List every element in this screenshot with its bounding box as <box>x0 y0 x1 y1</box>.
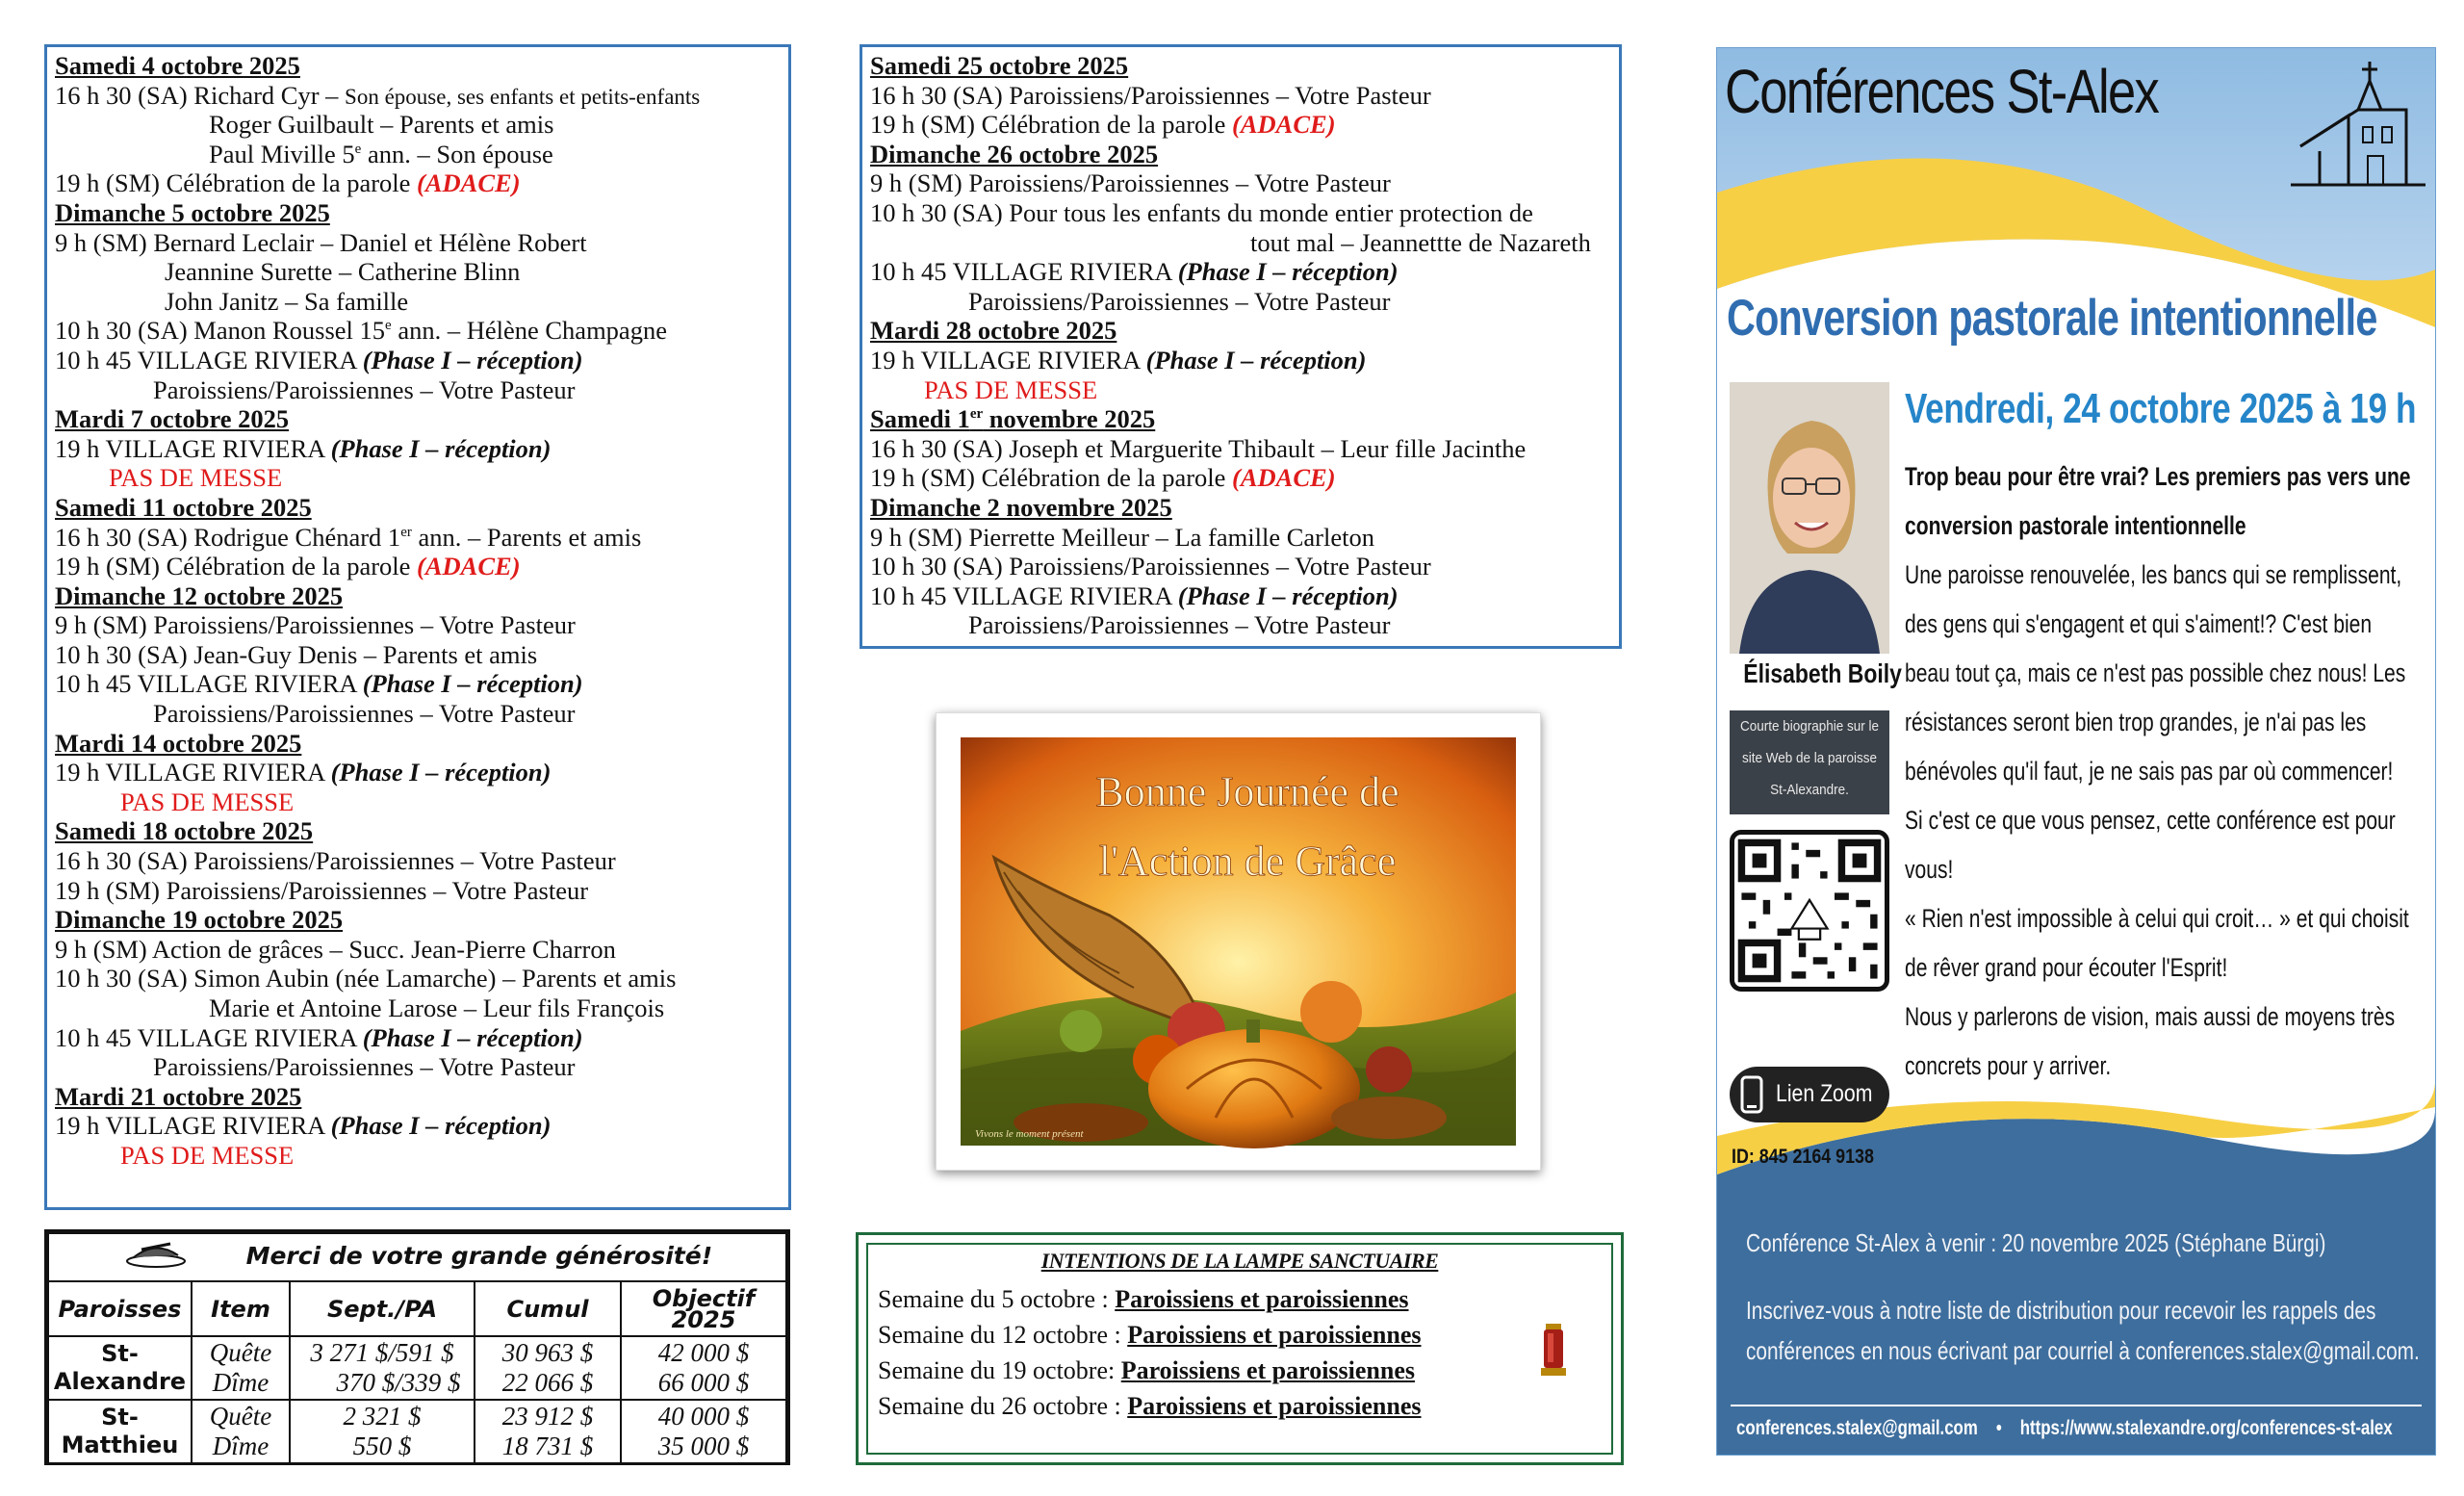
schedule-entry <box>55 758 788 787</box>
schedule-text: Paroissiens/Paroissiennes – Votre Pasteur <box>153 699 576 729</box>
footer-links <box>1736 1417 2393 1440</box>
schedule-entry <box>55 316 788 346</box>
schedule-text: (Phase I – réception) <box>1177 257 1399 287</box>
schedule-text: Dimanche 26 octobre 2025 <box>870 139 1159 168</box>
adace-tag: (ADACE) <box>1232 110 1336 140</box>
schedule-entry <box>55 935 788 965</box>
schedule-date-heading <box>55 1082 788 1112</box>
description-line: des gens qui s'engagent et qui s'aiment!? C'est bien <box>1905 609 2373 638</box>
schedule-date-heading <box>55 816 788 846</box>
schedule-left <box>44 44 791 1210</box>
lamp-title: INTENTIONS DE LA LAMPE SANCTUAIRE <box>1040 1249 1439 1273</box>
lamp-intention: Paroissiens et paroissiennes <box>1115 1285 1409 1313</box>
schedule-text: Dimanche 5 octobre 2025 <box>55 197 330 227</box>
sanctuary-lamp-box <box>856 1232 1624 1465</box>
schedule-entry <box>55 1141 788 1171</box>
schedule-entry <box>55 110 788 140</box>
schedule-entry <box>870 168 1619 198</box>
schedule-date-heading <box>870 316 1619 346</box>
schedule-entry <box>55 375 788 405</box>
schedule-entry <box>55 1023 788 1053</box>
description-line: « Rien n'est impossible à celui qui croit… » et qui choisit <box>1905 904 2409 933</box>
schedule-text: Mardi 7 octobre 2025 <box>55 404 290 434</box>
schedule-entry <box>55 699 788 729</box>
schedule-text: 10 h 45 VILLAGE RIVIERA <box>870 257 1178 287</box>
schedule-text: 19 h (SM) Célébration de la parole <box>870 463 1233 493</box>
description-line: vous! <box>1905 855 1954 884</box>
schedule-text: 9 h (SM) Paroissiens/Paroissiennes – Votre Pasteur <box>55 610 576 640</box>
schedule-entry <box>55 993 788 1023</box>
schedule-text: 19 h VILLAGE RIVIERA <box>55 758 331 787</box>
schedule-entry <box>870 434 1619 464</box>
amount: 550 $ <box>352 1432 412 1460</box>
schedule-entry <box>55 523 788 553</box>
schedule-text: 19 h (SM) Célébration de la parole <box>55 168 418 198</box>
schedule-text: er <box>969 406 984 423</box>
no-mass-notice: PAS DE MESSE <box>109 463 283 493</box>
conference-headline: Conversion pastorale intentionnelle <box>1727 290 2377 347</box>
lamp-week: Semaine du 19 octobre: <box>878 1356 1121 1384</box>
schedule-entry <box>870 375 1619 405</box>
schedule-text: Paroissiens/Paroissiennes – Votre Pasteur <box>968 286 1391 316</box>
schedule-text: 19 h VILLAGE RIVIERA <box>55 433 331 463</box>
schedule-text: Mardi 21 octobre 2025 <box>55 1081 302 1111</box>
schedule-text: 10 h 30 (SA) Manon Roussel 15 <box>55 316 386 346</box>
amount: 35 000 $ <box>657 1432 750 1460</box>
lamp-row <box>878 1317 1602 1353</box>
schedule-text: John Janitz – Sa famille <box>165 286 409 316</box>
schedule-text: 16 h 30 (SA) Paroissiens/Paroissiennes – Votre Pasteur <box>55 846 616 876</box>
sanctuary-lamp-icon <box>1536 1322 1571 1384</box>
schedule-date-heading <box>55 493 788 523</box>
schedule-entry <box>55 228 788 258</box>
description-line: beau tout ça, mais ce n'est pas possible chez nous! Les <box>1905 658 2406 687</box>
description-line: Si c'est ce que vous pensez, cette conférence est pour <box>1905 806 2396 835</box>
bio-note-line: Courte biographie sur le <box>1739 718 1880 735</box>
amount: 30 963 $ <box>501 1338 594 1367</box>
qr-code[interactable] <box>1730 830 1889 992</box>
no-mass-notice: PAS DE MESSE <box>120 1140 295 1170</box>
schedule-entry <box>55 787 788 817</box>
lamp-row <box>878 1388 1602 1424</box>
schedule-entry <box>55 846 788 876</box>
amount: 23 912 $ <box>501 1402 594 1431</box>
schedule-entry <box>870 581 1619 611</box>
invite-line: Inscrivez-vous à notre liste de distribution pour recevoir les rappels des <box>1746 1296 2376 1325</box>
schedule-text: Paroissiens/Paroissiennes – Votre Pasteur <box>968 610 1391 640</box>
schedule-text: (Phase I – réception) <box>330 433 552 463</box>
description-line: de rêver grand pour écouter l'Esprit! <box>1905 953 2228 982</box>
schedule-text: Samedi 18 octobre 2025 <box>55 816 314 846</box>
schedule-text: 16 h 30 (SA) Joseph et Marguerite Thibault – Leur fille Jacinthe <box>870 433 1527 463</box>
phone-icon <box>1739 1075 1764 1119</box>
lamp-week: Semaine du 12 octobre : <box>878 1321 1128 1349</box>
schedule-date-heading <box>870 140 1619 169</box>
item-label: Dîme <box>212 1432 270 1460</box>
schedule-text: tout mal – Jeannettte de Nazareth <box>1250 227 1591 257</box>
col-header-sept: Sept./PA <box>290 1281 475 1336</box>
schedule-text: Dimanche 19 octobre 2025 <box>55 905 344 935</box>
amount: 42 000 $ <box>657 1338 750 1367</box>
schedule-text: Samedi 4 octobre 2025 <box>55 51 300 80</box>
schedule-entry <box>55 964 788 993</box>
bio-note-line: St-Alexandre. <box>1770 782 1849 798</box>
item-label: Quête <box>209 1402 272 1431</box>
schedule-text: (Phase I – réception) <box>362 669 583 699</box>
zoom-id: ID: 845 2164 9138 <box>1732 1146 1874 1168</box>
schedule-text: Paul Miville 5 <box>209 139 355 168</box>
parish-name: St-Matthieu <box>48 1400 192 1463</box>
schedule-entry <box>870 257 1619 287</box>
amount: 40 000 $ <box>657 1402 750 1431</box>
schedule-date-heading <box>870 493 1619 523</box>
schedule-entry <box>55 257 788 287</box>
schedule-entry <box>55 1111 788 1141</box>
generosity-title-cell <box>48 1233 786 1281</box>
zoom-label: Lien Zoom <box>1776 1080 1873 1107</box>
generosity-table <box>44 1229 790 1465</box>
thanksgiving-illustration <box>937 713 1540 1170</box>
schedule-entry <box>870 228 1619 258</box>
lamp-intention: Paroissiens et paroissiennes <box>1120 1356 1416 1384</box>
event-subtitle <box>1905 452 2411 551</box>
schedule-date-heading <box>55 581 788 611</box>
schedule-text: (Phase I – réception) <box>1145 345 1367 374</box>
church-icon <box>2291 60 2426 199</box>
schedule-text: Samedi 25 octobre 2025 <box>870 51 1129 80</box>
schedule-text: (Phase I – réception) <box>330 758 552 787</box>
schedule-text: (Phase I – réception) <box>362 1022 583 1052</box>
cumul-cell <box>475 1400 621 1463</box>
item-label: Dîme <box>212 1368 270 1397</box>
lamp-row <box>878 1353 1602 1388</box>
adace-tag: (ADACE) <box>417 168 521 198</box>
description-line: bénévoles qu'il faut, je ne sais pas par où commencer! <box>1905 757 2394 786</box>
schedule-text: 9 h (SM) Pierrette Meilleur – La famille Carleton <box>870 522 1374 552</box>
picture-line1: Bonne Journée de <box>1095 768 1399 815</box>
schedule-middle <box>860 44 1622 649</box>
schedule-text: Jeannine Surette – Catherine Blinn <box>165 257 521 287</box>
footer-email-link[interactable]: conferences.stalex@gmail.com <box>1736 1417 1978 1439</box>
schedule-entry <box>870 552 1619 581</box>
schedule-entry <box>55 140 788 169</box>
schedule-text: Paroissiens/Paroissiennes – Votre Pasteur <box>153 1052 576 1082</box>
next-conference: Conférence St-Alex à venir : 20 novembre 2025 (Stéphane Bürgi) <box>1746 1228 2326 1257</box>
schedule-text: 10 h 30 (SA) Paroissiens/Paroissiennes – Votre Pasteur <box>870 552 1431 581</box>
schedule-entry <box>55 876 788 906</box>
speaker-name: Élisabeth Boily <box>1743 658 1902 688</box>
bio-note-line: site Web de la paroisse <box>1741 750 1878 766</box>
schedule-text: 9 h (SM) Paroissiens/Paroissiennes – Votre Pasteur <box>870 168 1391 198</box>
lamp-intention: Paroissiens et paroissiennes <box>1127 1321 1422 1349</box>
adace-tag: (ADACE) <box>1232 463 1336 493</box>
schedule-text: 10 h 45 VILLAGE RIVIERA <box>55 345 363 374</box>
schedule-text: Dimanche 12 octobre 2025 <box>55 580 344 610</box>
col-header-item: Item <box>192 1281 290 1336</box>
description-line: Nous y parlerons de vision, mais aussi de moyens très <box>1905 1002 2396 1031</box>
amount: 22 066 $ <box>501 1368 594 1397</box>
zoom-link-button[interactable] <box>1730 1067 1889 1122</box>
lamp-week: Semaine du 26 octobre : <box>878 1392 1128 1420</box>
schedule-entry <box>870 110 1619 140</box>
item-cell <box>192 1336 290 1400</box>
schedule-entry <box>55 463 788 493</box>
event-date: Vendredi, 24 octobre 2025 à 19 h <box>1905 385 2417 432</box>
conference-brand: Conférences St-Alex <box>1725 57 2159 126</box>
schedule-text: 19 h VILLAGE RIVIERA <box>870 345 1146 374</box>
schedule-text: e <box>385 318 392 334</box>
adace-tag: (ADACE) <box>417 552 521 581</box>
generosity-title: Merci de votre grande générosité! <box>245 1242 713 1270</box>
schedule-text: Mardi 14 octobre 2025 <box>55 728 302 758</box>
schedule-text: 10 h 45 VILLAGE RIVIERA <box>55 1022 363 1052</box>
table-row <box>48 1400 786 1463</box>
schedule-entry <box>55 168 788 198</box>
footer-separator: • <box>1995 1417 2002 1439</box>
amount: 370 $/339 $ <box>336 1368 461 1397</box>
schedule-entry <box>870 81 1619 111</box>
schedule-text: e <box>354 141 362 157</box>
schedule-text: Son épouse, ses enfants et petits-enfants <box>345 84 701 109</box>
schedule-date-heading <box>55 404 788 434</box>
schedule-entry <box>55 552 788 581</box>
schedule-date-heading <box>870 51 1619 81</box>
schedule-date-heading <box>55 905 788 935</box>
schedule-text: Samedi 1 <box>870 404 970 434</box>
schedule-text: novembre 2025 <box>983 404 1156 434</box>
schedule-entry <box>55 287 788 317</box>
schedule-text: er <box>400 524 412 540</box>
schedule-text: Paroissiens/Paroissiennes – Votre Pasteur <box>153 374 576 404</box>
schedule-text: Roger Guilbault – Parents et amis <box>209 110 554 140</box>
schedule-text: (Phase I – réception) <box>330 1111 552 1141</box>
schedule-text: 10 h 30 (SA) Pour tous les enfants du monde entier protection de <box>870 197 1533 227</box>
parish-name: St-Alexandre <box>48 1336 192 1400</box>
schedule-entry <box>55 1052 788 1082</box>
lamp-row <box>878 1281 1602 1317</box>
item-label: Quête <box>209 1338 272 1367</box>
bio-note <box>1730 710 1889 814</box>
schedule-text: 19 h (SM) Célébration de la parole <box>870 110 1233 140</box>
schedule-entry <box>55 434 788 464</box>
schedule-date-heading <box>55 198 788 228</box>
schedule-text: 10 h 45 VILLAGE RIVIERA <box>55 669 363 699</box>
schedule-text: 19 h VILLAGE RIVIERA <box>55 1111 331 1141</box>
thanksgiving-image <box>936 712 1541 1171</box>
schedule-entry <box>55 346 788 375</box>
subtitle-line: conversion pastorale intentionnelle <box>1905 511 2246 540</box>
lamp-week: Semaine du 5 octobre : <box>878 1285 1116 1313</box>
schedule-entry <box>870 463 1619 493</box>
schedule-date-heading <box>870 404 1619 434</box>
invite-line: conférences en nous écrivant par courriel à conferences.stalex@gmail.com. <box>1746 1336 2420 1365</box>
invite-text <box>1746 1290 2420 1371</box>
amount: 66 000 $ <box>657 1368 750 1397</box>
sept-cell <box>290 1400 475 1463</box>
schedule-text: 10 h 45 VILLAGE RIVIERA <box>870 580 1178 610</box>
event-description <box>1905 551 2409 1091</box>
schedule-text: Dimanche 2 novembre 2025 <box>870 492 1172 522</box>
description-line: Une paroisse renouvelée, les bancs qui se remplissent, <box>1905 560 2402 589</box>
no-mass-notice: PAS DE MESSE <box>120 787 295 816</box>
speaker-photo <box>1730 382 1889 654</box>
table-row <box>48 1336 786 1400</box>
schedule-text: 10 h 30 (SA) Simon Aubin (née Lamarche) – Parents et amis <box>55 964 677 993</box>
schedule-text: Mardi 28 octobre 2025 <box>870 316 1117 346</box>
picture-caption: Vivons le moment présent <box>975 1128 1084 1140</box>
schedule-text: Samedi 11 octobre 2025 <box>55 492 312 522</box>
amount: 3 271 $/591 $ <box>310 1338 454 1367</box>
schedule-date-heading <box>55 51 788 81</box>
sept-cell <box>290 1336 475 1400</box>
schedule-entry <box>870 198 1619 228</box>
schedule-text: 19 h (SM) Célébration de la parole <box>55 552 418 581</box>
schedule-entry <box>870 346 1619 375</box>
schedule-text: ann. – Hélène Champagne <box>391 316 667 346</box>
schedule-text: ann. – Son épouse <box>361 139 553 168</box>
subtitle-line: Trop beau pour être vrai? Les premiers pas vers une <box>1905 462 2411 491</box>
schedule-entry <box>870 610 1619 640</box>
amount: 2 321 $ <box>343 1402 422 1431</box>
col-header-paroisses: Paroisses <box>48 1281 192 1336</box>
col-header-cumul: Cumul <box>475 1281 621 1336</box>
schedule-text: ann. – Parents et amis <box>411 522 642 552</box>
schedule-entry <box>55 640 788 670</box>
offering-plate-icon <box>122 1238 190 1277</box>
schedule-entry <box>55 610 788 640</box>
lamp-intention: Paroissiens et paroissiennes <box>1127 1392 1422 1420</box>
schedule-entry <box>870 287 1619 317</box>
schedule-text: 16 h 30 (SA) Paroissiens/Paroissiennes – Votre Pasteur <box>870 80 1431 110</box>
schedule-entry <box>870 523 1619 553</box>
col-header-objectif: Objectif 2025 <box>621 1281 786 1336</box>
amount: 18 731 $ <box>501 1432 594 1460</box>
objectif-cell <box>621 1400 786 1463</box>
picture-line2: l'Action de Grâce <box>1098 838 1397 885</box>
description-line: résistances seront bien trop grandes, je n'ai pas les <box>1905 708 2367 736</box>
schedule-text: 16 h 30 (SA) Richard Cyr – <box>55 80 346 110</box>
footer-url-link[interactable]: https://www.stalexandre.org/conferences-st-alex <box>2019 1417 2393 1439</box>
item-cell <box>192 1400 290 1463</box>
schedule-date-heading <box>55 729 788 759</box>
conference-panel <box>1716 47 2436 1456</box>
cumul-cell <box>475 1336 621 1400</box>
objectif-cell <box>621 1336 786 1400</box>
schedule-text: 19 h (SM) Paroissiens/Paroissiennes – Votre Pasteur <box>55 875 589 905</box>
schedule-text: Marie et Antoine Larose – Leur fils François <box>209 993 665 1022</box>
schedule-text: 9 h (SM) Action de grâces – Succ. Jean-Pierre Charron <box>55 934 616 964</box>
no-mass-notice: PAS DE MESSE <box>924 374 1098 404</box>
schedule-text: (Phase I – réception) <box>362 345 583 374</box>
schedule-entry <box>55 669 788 699</box>
schedule-entry <box>55 81 788 111</box>
schedule-text: 9 h (SM) Bernard Leclair – Daniel et Hélène Robert <box>55 227 587 257</box>
schedule-text: 10 h 30 (SA) Jean-Guy Denis – Parents et amis <box>55 639 538 669</box>
schedule-text: 16 h 30 (SA) Rodrigue Chénard 1 <box>55 522 401 552</box>
schedule-text: (Phase I – réception) <box>1177 580 1399 610</box>
description-line: concrets pour y arriver. <box>1905 1051 2112 1080</box>
